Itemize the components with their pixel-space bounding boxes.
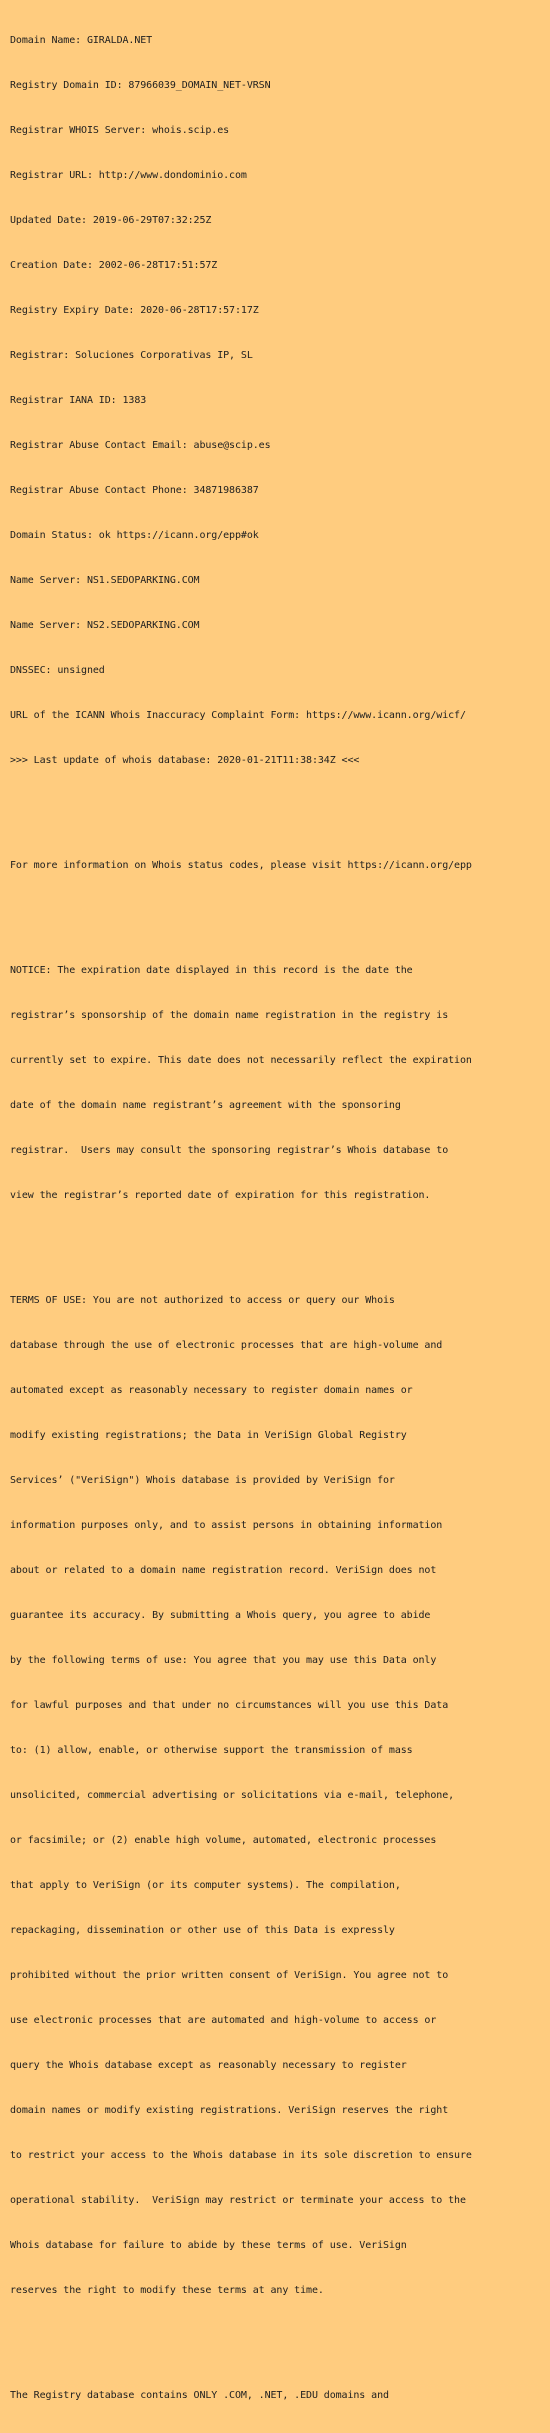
- registry-note-line: The Registry database contains ONLY .COM, .NET, .EDU domains and: [10, 2390, 389, 2401]
- terms-line: modify existing registrations; the Data in VeriSign Global Registry: [10, 1430, 407, 1441]
- name-server-line: Name Server: NS1.SEDOPARKING.COM: [10, 575, 200, 586]
- name-server-line: Name Server: NS2.SEDOPARKING.COM: [10, 620, 200, 631]
- terms-line: reserves the right to modify these terms at any time.: [10, 2285, 324, 2296]
- status-info-line: For more information on Whois status codes, please visit https://icann.org/epp: [10, 860, 472, 871]
- blank-line: [10, 903, 546, 918]
- terms-line: Services’ ("VeriSign") Whois database is provided by VeriSign for: [10, 1475, 395, 1486]
- creation-date-line: Creation Date: 2002-06-28T17:51:57Z: [10, 260, 218, 271]
- terms-line: TERMS OF USE: You are not authorized to access or query our Whois: [10, 1295, 395, 1306]
- domain-status-line: Domain Status: ok https://icann.org/epp#ok: [10, 530, 259, 541]
- terms-line: by the following terms of use: You agree that you may use this Data only: [10, 1655, 437, 1666]
- blank-line: [10, 798, 546, 813]
- last-update-line: >>> Last update of whois database: 2020-01-21T11:38:34Z <<<: [10, 755, 360, 766]
- terms-line: unsolicited, commercial advertising or solicitations via e-mail, telephone,: [10, 1790, 455, 1801]
- registrar-url-line: Registrar URL: http://www.dondominio.com: [10, 170, 247, 181]
- abuse-email-line: Registrar Abuse Contact Email: abuse@scip.es: [10, 440, 271, 451]
- whois-record-text: [10, 3, 546, 2433]
- dnssec-line: DNSSEC: unsigned: [10, 665, 105, 676]
- terms-line: operational stability. VeriSign may restrict or terminate your access to the: [10, 2195, 466, 2206]
- blank-line: [10, 2328, 546, 2343]
- domain-name-line: Domain Name: GIRALDA.NET: [10, 35, 153, 46]
- terms-line: guarantee its accuracy. By submitting a Whois query, you agree to abide: [10, 1610, 431, 1621]
- terms-line: prohibited without the prior written consent of VeriSign. You agree not to: [10, 1970, 449, 1981]
- notice-line: NOTICE: The expiration date displayed in this record is the date the: [10, 965, 413, 976]
- terms-line: database through the use of electronic processes that are high-volume and: [10, 1340, 443, 1351]
- notice-line: date of the domain name registrant’s agreement with the sponsoring: [10, 1100, 401, 1111]
- terms-line: query the Whois database except as reasonably necessary to register: [10, 2060, 407, 2071]
- terms-line: information purposes only, and to assist persons in obtaining information: [10, 1520, 443, 1531]
- notice-line: registrar’s sponsorship of the domain name registration in the registry is: [10, 1010, 449, 1021]
- registrar-whois-server-line: Registrar WHOIS Server: whois.scip.es: [10, 125, 230, 136]
- registrar-iana-id-line: Registrar IANA ID: 1383: [10, 395, 147, 406]
- registrar-line: Registrar: Soluciones Corporativas IP, SL: [10, 350, 253, 361]
- terms-line: that apply to VeriSign (or its computer systems). The compilation,: [10, 1880, 401, 1891]
- notice-line: registrar. Users may consult the sponsoring registrar’s Whois database to: [10, 1145, 449, 1156]
- terms-line: automated except as reasonably necessary to register domain names or: [10, 1385, 413, 1396]
- updated-date-line: Updated Date: 2019-06-29T07:32:25Z: [10, 215, 212, 226]
- terms-line: use electronic processes that are automated and high-volume to access or: [10, 2015, 437, 2026]
- registry-expiry-date-line: Registry Expiry Date: 2020-06-28T17:57:17Z: [10, 305, 259, 316]
- notice-line: currently set to expire. This date does not necessarily reflect the expiration: [10, 1055, 472, 1066]
- terms-line: to restrict your access to the Whois database in its sole discretion to ensure: [10, 2150, 472, 2161]
- abuse-phone-line: Registrar Abuse Contact Phone: 34871986387: [10, 485, 259, 496]
- registry-domain-id-line: Registry Domain ID: 87966039_DOMAIN_NET-VRSN: [10, 80, 271, 91]
- icann-complaint-url-line: URL of the ICANN Whois Inaccuracy Complaint Form: https://www.icann.org/wicf/: [10, 710, 466, 721]
- terms-line: or facsimile; or (2) enable high volume, automated, electronic processes: [10, 1835, 437, 1846]
- terms-line: Whois database for failure to abide by these terms of use. VeriSign: [10, 2240, 407, 2251]
- blank-line: [10, 1233, 546, 1248]
- terms-line: to: (1) allow, enable, or otherwise support the transmission of mass: [10, 1745, 413, 1756]
- terms-line: repackaging, dissemination or other use of this Data is expressly: [10, 1925, 395, 1936]
- terms-line: about or related to a domain name registration record. VeriSign does not: [10, 1565, 437, 1576]
- terms-line: domain names or modify existing registrations. VeriSign reserves the right: [10, 2105, 449, 2116]
- terms-line: for lawful purposes and that under no circumstances will you use this Data: [10, 1700, 449, 1711]
- notice-line: view the registrar’s reported date of expiration for this registration.: [10, 1190, 431, 1201]
